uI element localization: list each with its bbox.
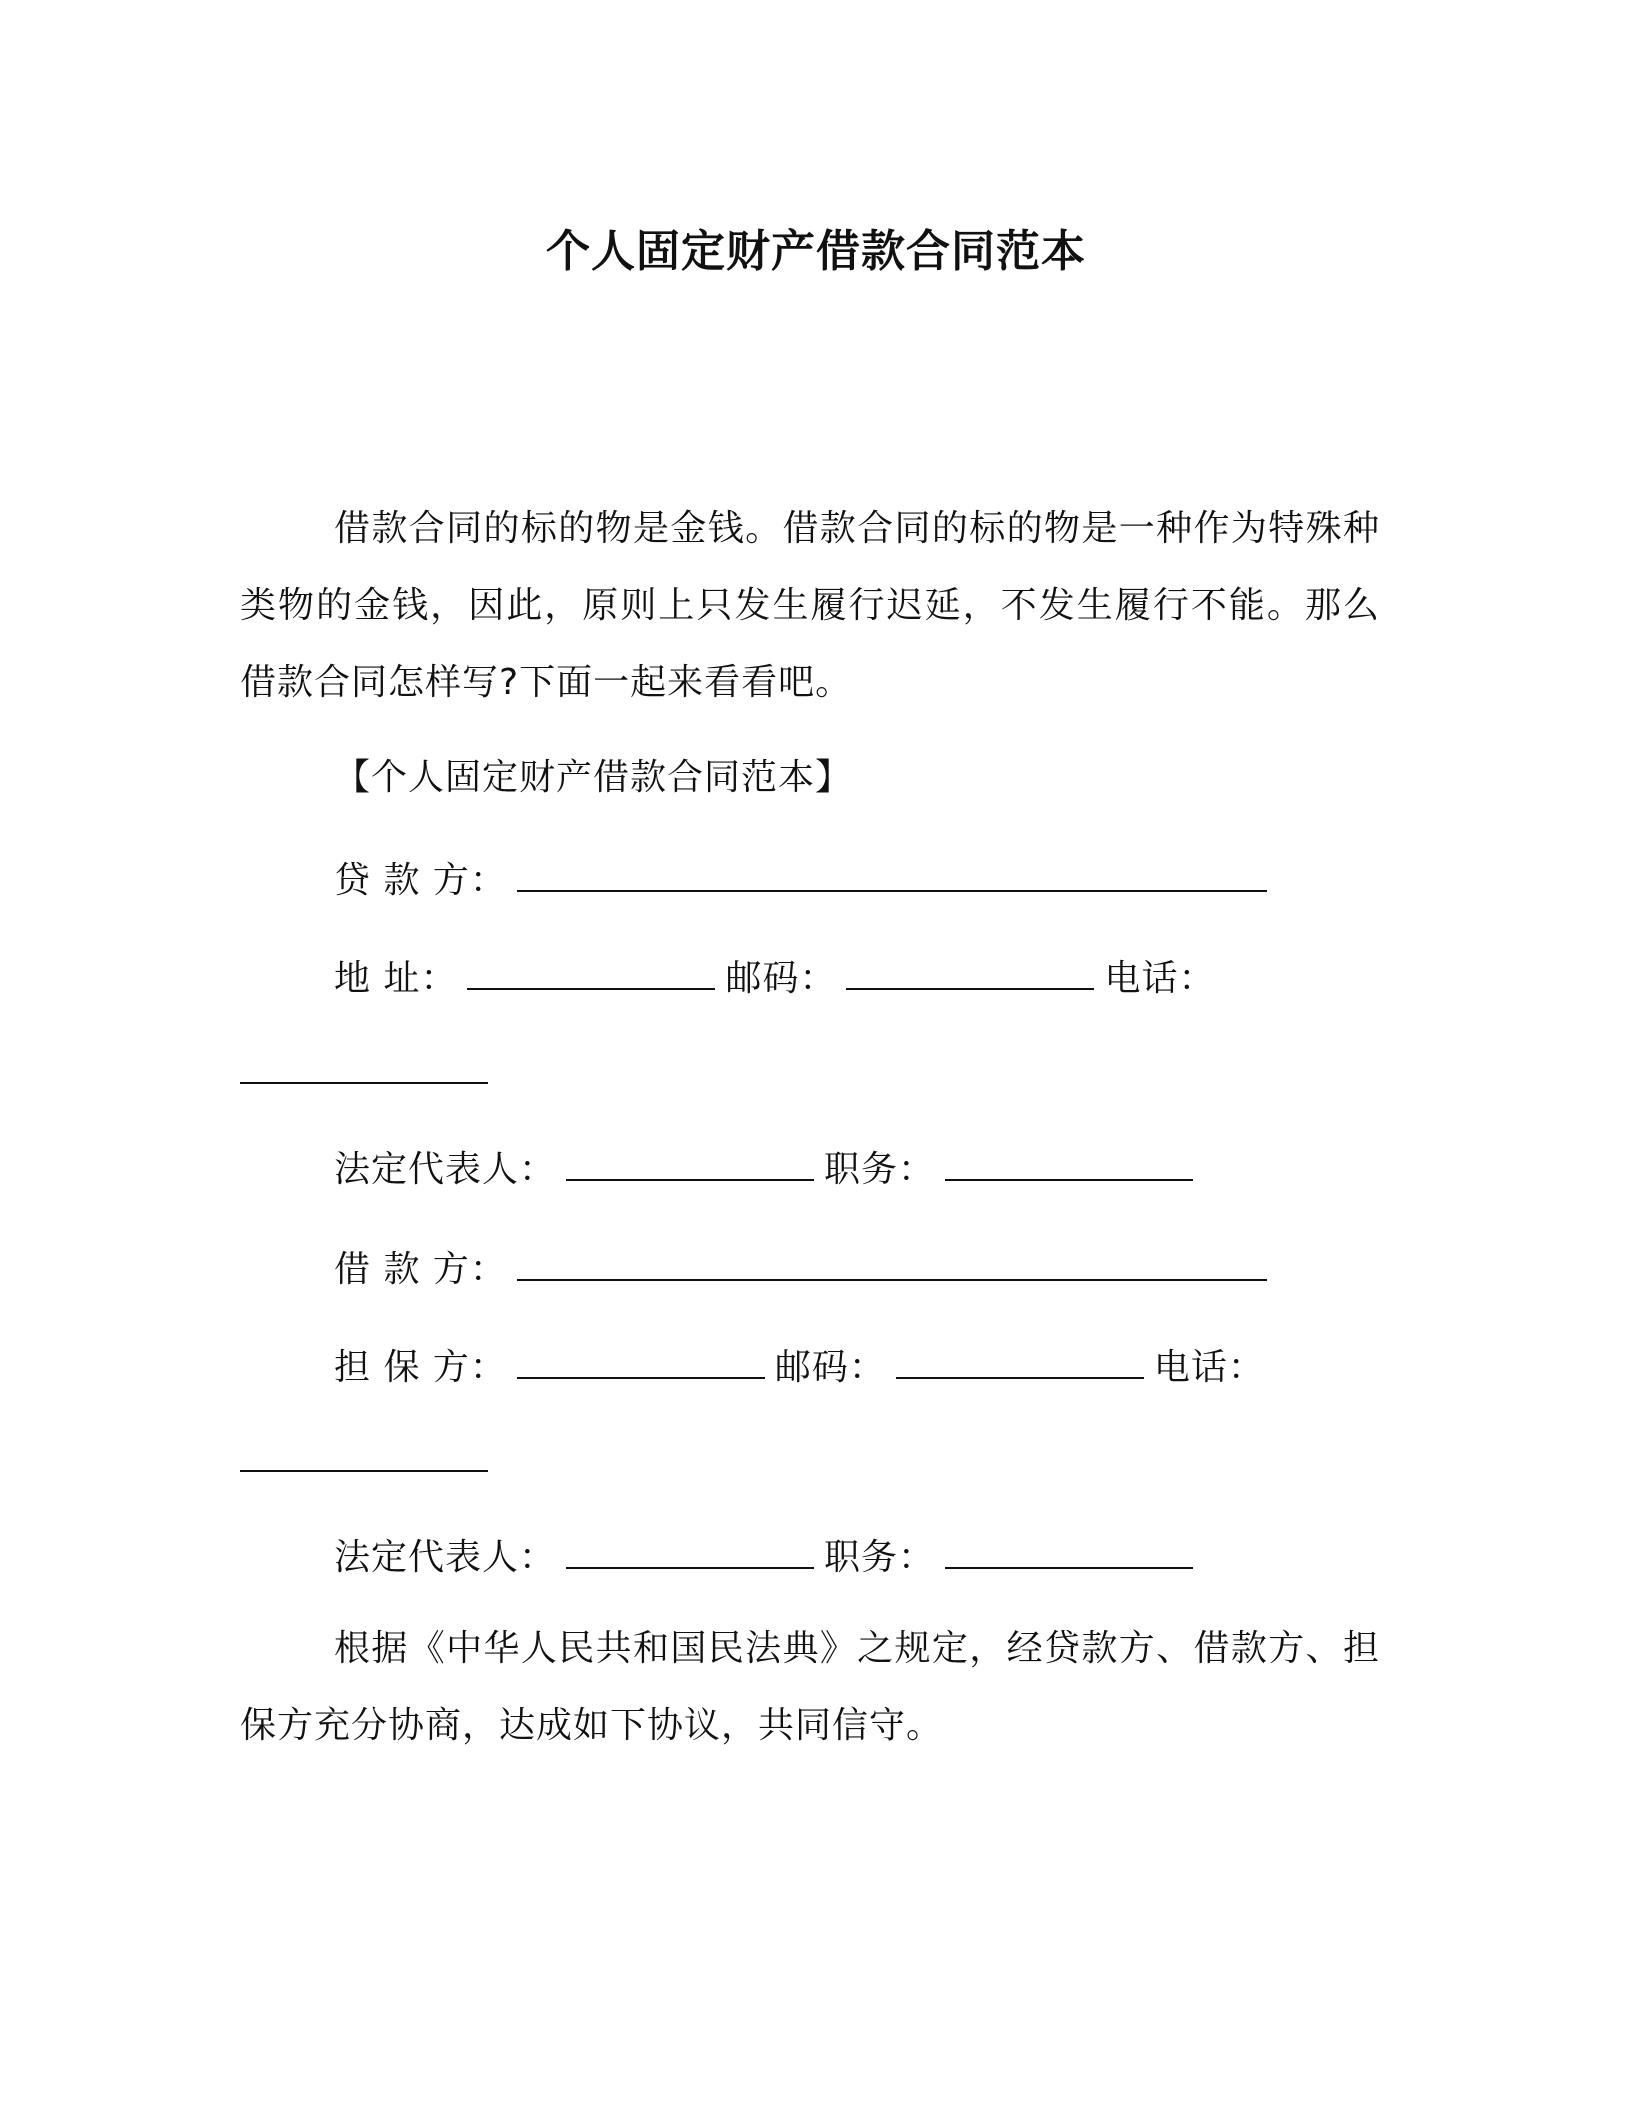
closing-text: 根据《中华人民共和国民法典》之规定，经贷款方、借款方、担保方充分协商，达成如下协议，共同信守。 <box>240 1628 1380 1746</box>
intro-paragraph <box>240 490 1380 721</box>
guarantor-legal-rep-label: 法定代表人： <box>334 1537 557 1578</box>
borrower-label: 借 款 方： <box>334 1249 507 1290</box>
lender-line <box>240 856 1494 906</box>
guarantor-position-blank <box>945 1533 1193 1569</box>
borrower-line <box>240 1245 1494 1295</box>
lender-legal-rep-line <box>240 1145 1494 1195</box>
document-title: 个人固定财产借款合同范本 <box>546 226 1086 277</box>
legal-rep-blank <box>566 1145 814 1181</box>
phone-blank <box>240 1048 488 1084</box>
lender-label: 贷 款 方： <box>334 860 507 901</box>
guarantor-label: 担 保 方： <box>334 1347 507 1388</box>
legal-rep-label: 法定代表人： <box>334 1149 557 1190</box>
borrower-blank <box>517 1245 1267 1281</box>
lender-blank <box>517 856 1267 892</box>
guarantor-legal-rep-line <box>240 1533 1494 1583</box>
closing-paragraph <box>240 1610 1380 1764</box>
guarantor-postcode-blank <box>896 1343 1144 1379</box>
postcode-blank <box>846 954 1094 990</box>
position-blank <box>945 1145 1193 1181</box>
guarantor-phone-blank <box>240 1436 488 1472</box>
section-heading: 【个人固定财产借款合同范本】 <box>334 757 853 798</box>
guarantor-phone-continuation <box>240 1436 1400 1486</box>
lender-address-line <box>240 954 1494 1004</box>
position-label: 职务： <box>824 1149 936 1190</box>
lender-phone-continuation <box>240 1048 1400 1098</box>
postcode-label: 邮码： <box>725 958 837 999</box>
guarantor-postcode-label: 邮码： <box>774 1347 886 1388</box>
phone-label: 电话： <box>1104 958 1216 999</box>
guarantor-line <box>240 1343 1494 1393</box>
address-label: 地 址： <box>334 958 458 999</box>
guarantor-blank <box>517 1343 765 1379</box>
guarantor-phone-label: 电话： <box>1153 1347 1265 1388</box>
intro-text: 借款合同的标的物是金钱。借款合同的标的物是一种作为特殊种类物的金钱，因此，原则上只发生履行迟延，不发生履行不能。那么借款合同怎样写?下面一起来看看吧。 <box>240 508 1380 703</box>
guarantor-position-label: 职务： <box>824 1537 936 1578</box>
address-blank <box>467 954 715 990</box>
guarantor-legal-rep-blank <box>566 1533 814 1569</box>
